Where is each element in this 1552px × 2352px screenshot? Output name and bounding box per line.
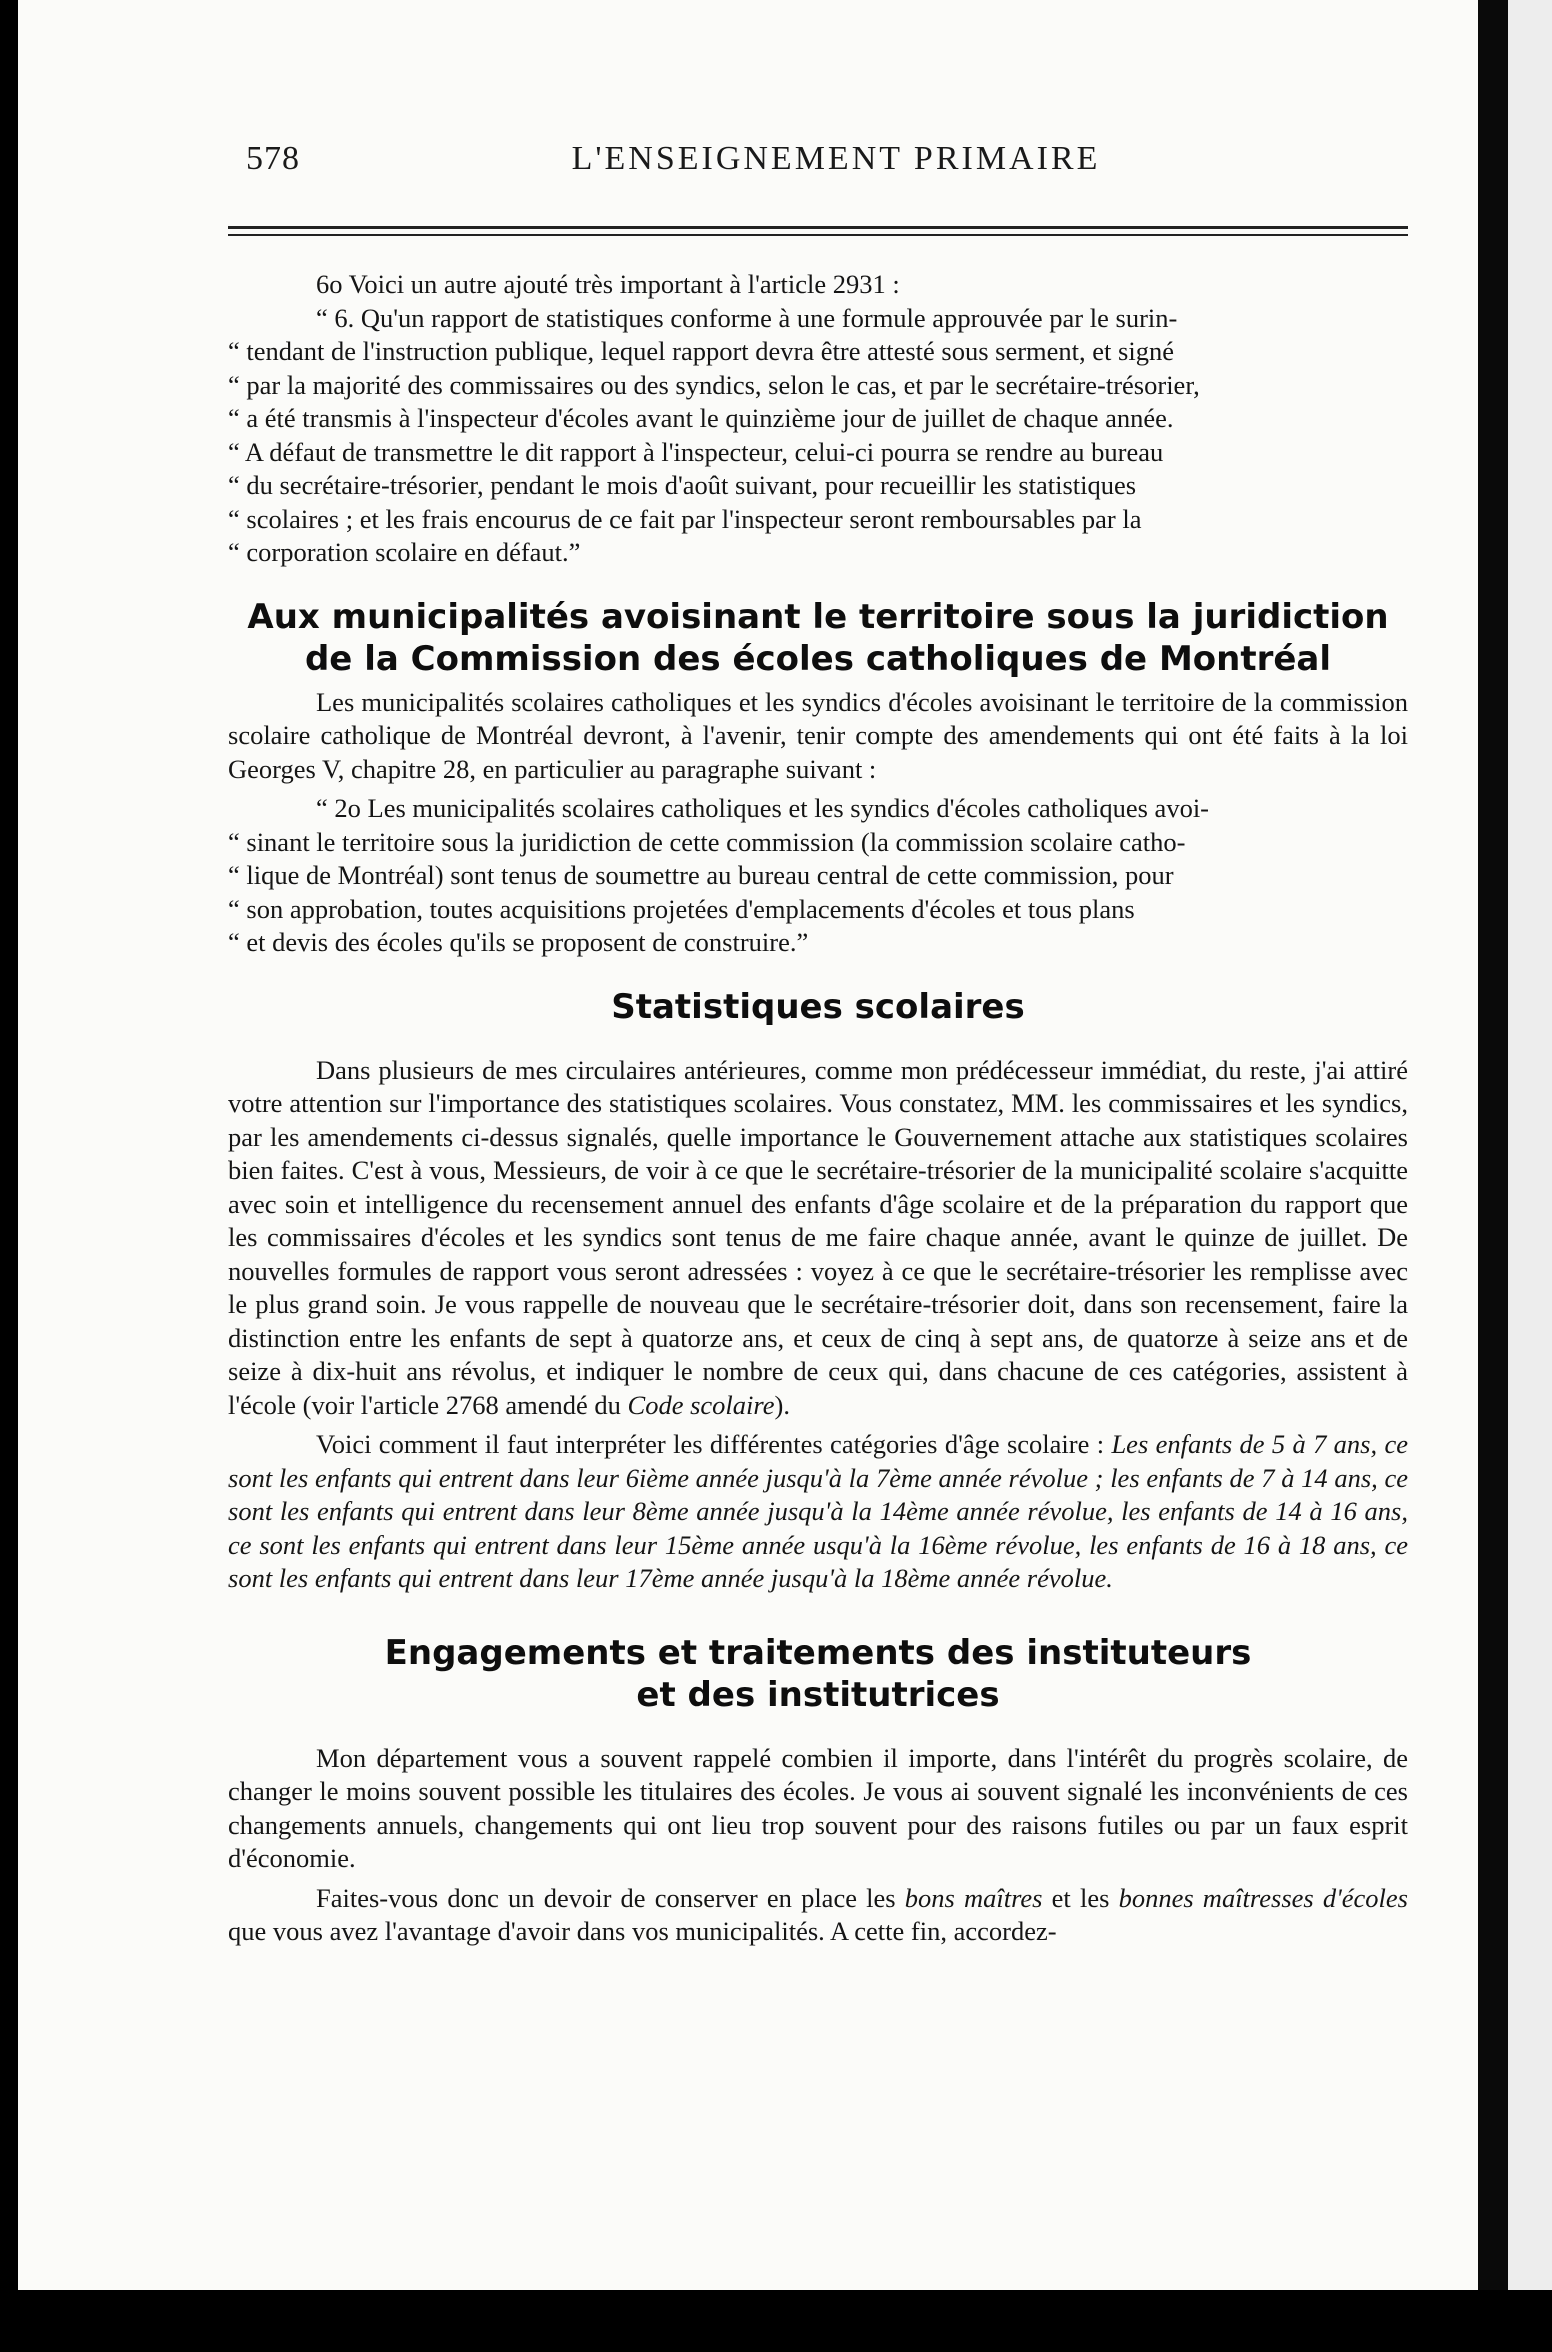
- quote-line: “ lique de Montréal) sont tenus de soumettre au bureau central de cette commission, pour: [228, 860, 1174, 890]
- header-rule-thick: [228, 226, 1408, 229]
- quote-line: “ A défaut de transmettre le dit rapport à l'inspecteur, celui-ci pourra se rendre au bureau: [228, 436, 1164, 467]
- categories-intro: Voici comment il faut interpréter les différentes catégories d'âge scolaire :: [316, 1429, 1112, 1459]
- heading-statistiques: Statistiques scolaires: [611, 986, 1025, 1027]
- heading-municipalites: [228, 596, 1408, 680]
- scan-bottom-border: [0, 2290, 1552, 2352]
- statistiques-text: Dans plusieurs de mes circulaires antérieures, comme mon prédécesseur immédiat, du reste, j'ai attiré votre attention sur l'importance des statistiques scolaires. Vous constatez, MM. les commissaires et les syndics, par les amendements ci-dessus signalés, quelle importance le Gouvernement attache aux statistiques scolaires bien faites. C'est à vous, Messieurs, de voir à ce que le secrétaire-trésorier de la municipalité scolaire s'acquitte avec soin et intelligence du recensement annuel des enfants d'âge scolaire et de la préparation du rapport que les commissaires d'écoles et les syndics sont tenus de me faire chaque année, avant le quinze de juillet. De nouvelles formules de rapport vous seront adressées : voyez à ce que le secrétaire-trésorier les remplisse avec le plus grand soin. Je vous rappelle de nouveau que le secrétaire-trésorier doit, dans son recensement, faire la distinction entre les enfants de sept à quatorze ans, et ceux de cinq à sept ans, de quatorze à seize ans et de seize à dix-huit ans révolus, et indiquer le nombre de ceux qui, dans chacune de ces catégories, assistent à l'école (voir l'article 2768 amendé du: [228, 1054, 1408, 1420]
- quote-line: “ corporation scolaire en défaut.”: [228, 537, 581, 567]
- municipalites-paragraph: Les municipalités scolaires catholiques et les syndics d'écoles avoisinant le territoire de la commission scolaire catholique de Montréal devront, à l'avenir, tenir compte des amendements qui ont été faits à la loi Georges V, chapitre 28, en particulier au paragraphe suivant :: [228, 686, 1408, 784]
- article-addition-intro: 6o Voici un autre ajouté très important à l'article 2931 :: [316, 269, 900, 299]
- heading-line: de la Commission des écoles catholiques de Montréal: [304, 638, 1332, 679]
- emphasis-bons-maitres: bons maîtres: [904, 1882, 1043, 1913]
- engagements-text: et les: [1042, 1882, 1119, 1913]
- quote-line: “ scolaires ; et les frais encourus de ce fait par l'inspecteur seront remboursables par la: [228, 503, 1142, 534]
- engagements-paragraph-2: [228, 1882, 1408, 1949]
- quote-line: “ son approbation, toutes acquisitions projetées d'emplacements d'écoles et tous plans: [228, 893, 1135, 924]
- statistiques-text-end: ).: [774, 1389, 790, 1420]
- heading-line: Aux municipalités avoisinant le territoire sous la juridiction: [247, 596, 1389, 637]
- engagements-paragraph-1: Mon département vous a souvent rappelé combien il importe, dans l'intérêt du progrès scolaire, de changer le moins souvent possible les titulaires des écoles. Je vous ai souvent signalé les inconvénients de ces changements annuels, changements qui ont lieu trop souvent pour des raisons futiles ou par un faux esprit d'économie.: [228, 1742, 1408, 1873]
- emphasis-bonnes-maitresses: bonnes maîtresses d'écoles: [1118, 1882, 1408, 1913]
- statistiques-paragraph-2: [228, 1428, 1408, 1596]
- quote-line: “ sinant le territoire sous la juridiction de cette commission (la commission scolaire catho-: [228, 826, 1186, 857]
- page-number: 578: [246, 140, 300, 177]
- quote-line: “ 2o Les municipalités scolaires catholiques et les syndics d'écoles catholiques avoi-: [316, 793, 1210, 823]
- heading-line: Engagements et traitements des instituteurs: [384, 1632, 1252, 1673]
- engagements-text: Faites-vous donc un devoir de conserver en place les: [316, 1882, 905, 1913]
- page-body: [228, 268, 1408, 1949]
- header-rule-thin: [228, 234, 1408, 236]
- quote-line: “ a été transmis à l'inspecteur d'écoles avant le quinzième jour de juillet de chaque année.: [228, 403, 1174, 433]
- page-header: [246, 140, 1426, 190]
- running-title: L'ENSEIGNEMENT PRIMAIRE: [571, 140, 1101, 177]
- municipalites-quote: [228, 792, 1408, 960]
- categories-definitions: Les enfants de 5 à 7 ans, ce sont les enfants qui entrent dans leur 6ième année jusqu'à la 7ème année révolue ; les enfants de 7 à 14 ans, ce sont les enfants qui entrent dans leur 8ème année jusqu'à la 14ème année révolue, les enfants de 14 à 16 ans, ce sont les enfants qui entrent dans leur 15ème année usqu'à la 16ème révolue, les enfants de 16 à 18 ans, ce sont les enfants qui entrent dans leur 17ème année jusqu'à la 18ème année révolue.: [228, 1429, 1408, 1593]
- article-addition-quote: [228, 302, 1408, 570]
- quote-line: “ 6. Qu'un rapport de statistiques conforme à une formule approuvée par le surin-: [316, 302, 1178, 333]
- engagements-text: que vous avez l'avantage d'avoir dans vos municipalités. A cette fin, accordez-: [228, 1916, 1057, 1946]
- heading-line: et des institutrices: [636, 1674, 1000, 1715]
- scan-next-page-edge: [1508, 0, 1552, 2290]
- quote-line: “ du secrétaire-trésorier, pendant le mois d'août suivant, pour recueillir les statistiques: [228, 470, 1137, 500]
- quote-line: “ tendant de l'instruction publique, lequel rapport devra être attesté sous serment, et signé: [228, 336, 1174, 366]
- heading-engagements: [228, 1632, 1408, 1716]
- quote-line: “ et devis des écoles qu'ils se proposent de construire.”: [228, 927, 809, 957]
- quote-line: “ par la majorité des commissaires ou des syndics, selon le cas, et par le secrétaire-trésorier,: [228, 369, 1200, 400]
- statistiques-paragraph-1: [228, 1054, 1408, 1423]
- code-scolaire-reference: Code scolaire: [627, 1389, 775, 1420]
- scan-binding-shadow: [1478, 0, 1508, 2290]
